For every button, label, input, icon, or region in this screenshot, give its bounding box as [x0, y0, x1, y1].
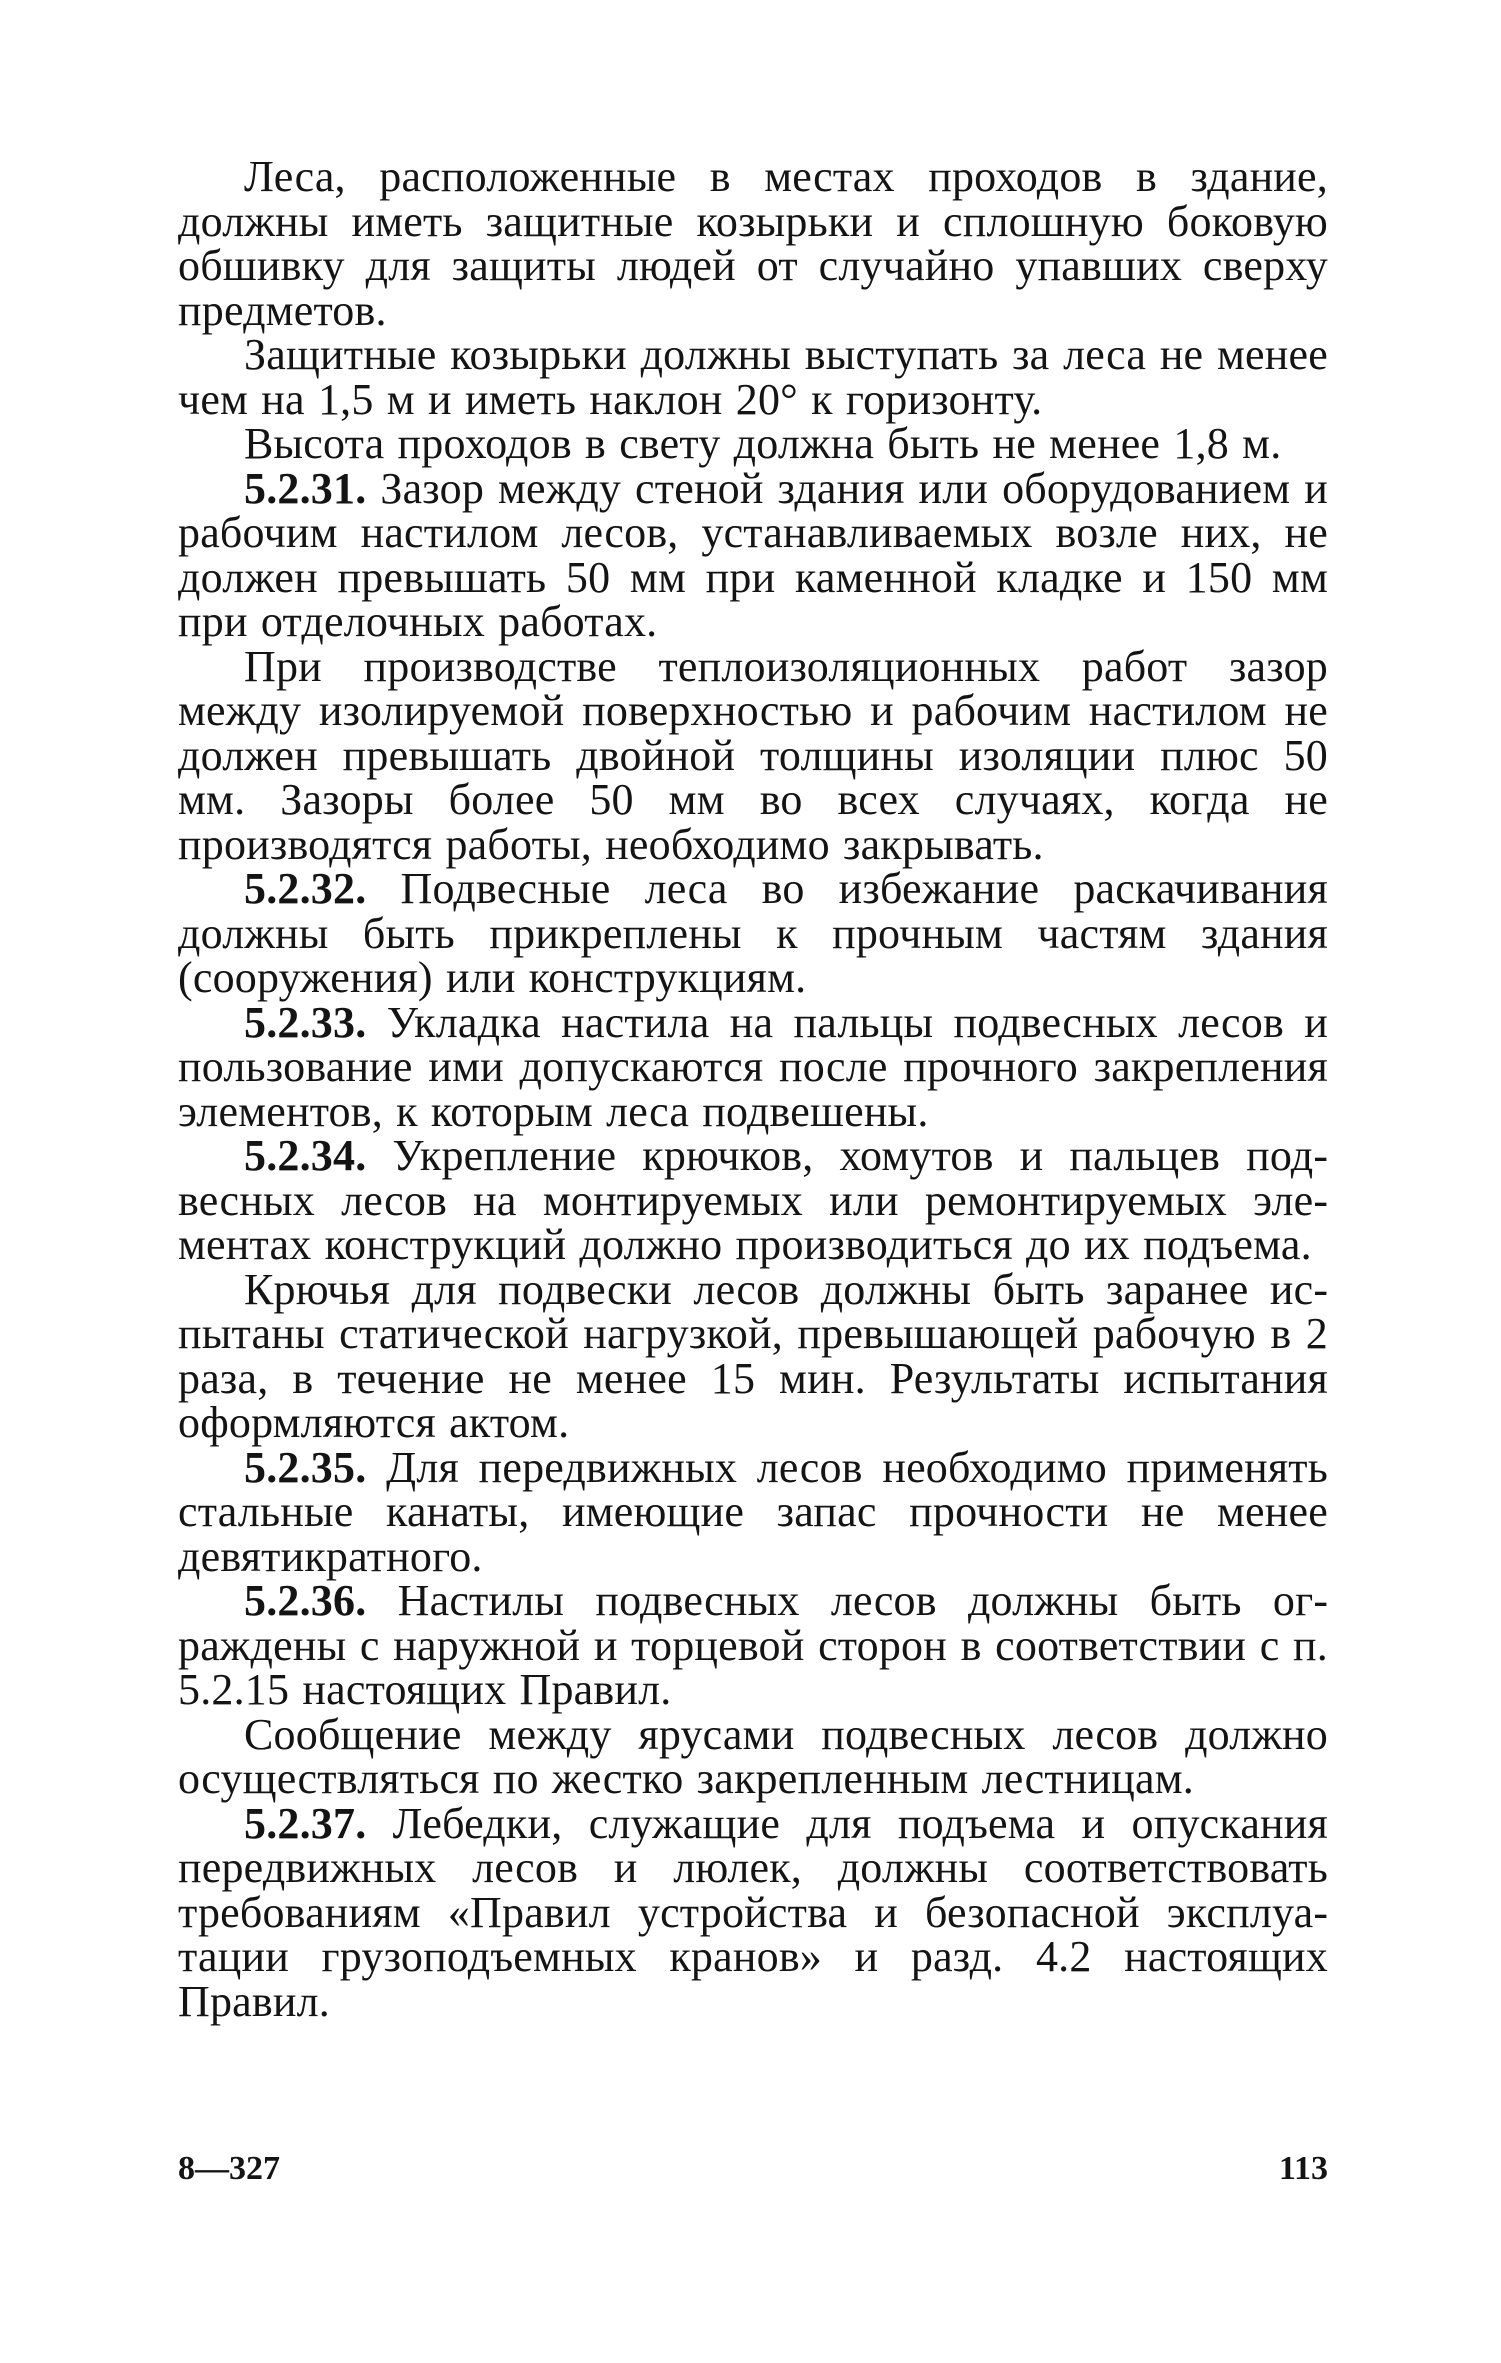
paragraph-text: Сообщение между ярусами подвесных лесов должно осуществляться по жестко закрепленным лестницам.: [178, 1709, 1328, 1803]
clause-number: 5.2.35.: [244, 1442, 367, 1492]
paragraph-11: [178, 1576, 1328, 1714]
paragraph-4: [178, 463, 1328, 646]
paragraph-5: [178, 641, 1328, 869]
paragraph-text: При производстве теплоизоляционных работ зазор между изолируемой поверхностью и рабочим настилом не должен превышать двойной толщины изоляции плюс 50 мм. Зазоры более 50 мм во всех случаях, когда не производятся работы, необходимо закрывать.: [178, 641, 1328, 869]
clause-number: 5.2.36.: [244, 1576, 367, 1625]
paragraph-text: Зазор между стеной здания или оборудованием и рабочим настилом лесов, устанавливаемых возле них, не должен превышать 50 мм при каменной кладке и 150 мм при отделочных работах.: [178, 463, 1328, 646]
paragraph-text: Леса, расположенные в местах проходов в здание, должны иметь защитные козырьки и сплошную боковую обшивку для защиты людей от случайно упавших сверху предметов.: [178, 152, 1328, 335]
paragraph-8: [178, 1131, 1328, 1269]
paragraph-text: Укрепление крючков, хомутов и пальцев подвесных лесов на монтируемых или ремонтируемых элементах конструкций должно производиться до их подъема.: [178, 1131, 1328, 1269]
paragraph-text: Высота проходов в свету должна быть не менее 1,8 м.: [244, 419, 1282, 468]
paragraph-text: Для передвижных лесов необходимо применять стальные канаты, имеющие запас прочности не менее девятикратного.: [178, 1442, 1328, 1581]
paragraph-7: [178, 997, 1328, 1136]
clause-number: 5.2.32.: [244, 864, 367, 913]
paragraph-6: [178, 864, 1328, 1002]
paragraph-2: [178, 330, 1328, 424]
paragraph-10: [178, 1442, 1328, 1581]
paragraph-text: Укладка настила на пальцы подвесных лесов и пользование ими допускаются после прочного закрепления элементов, к которым леса подвешены.: [178, 997, 1328, 1136]
paragraph-text: Лебедки, служащие для подъема и опускания передвижных лесов и люлек, должны соответствовать требованиям «Правил устройства и безопасной эксплуатации грузоподъемных кранов» и разд. 4.2 настоящих Правил.: [178, 1798, 1328, 2026]
paragraph-3: [178, 419, 1328, 468]
paragraph-text: Защитные козырьки должны выступать за леса не менее чем на 1,5 м и иметь наклон 20° к горизонту.: [178, 330, 1328, 424]
page-number: 113: [1278, 2150, 1328, 2187]
paragraph-13: [178, 1798, 1328, 2026]
paragraph-12: [178, 1709, 1328, 1803]
paragraph-text: Настилы подвесных лесов должны быть ограждены с наружной и торцевой сторон в соответствии с п. 5.2.15 настоящих Правил.: [178, 1576, 1328, 1714]
signature-mark: 8—327: [178, 2150, 280, 2187]
paragraph-9: [178, 1264, 1328, 1447]
clause-number: 5.2.37.: [244, 1798, 367, 1848]
paragraph-text: Крючья для подвески лесов должны быть заранее испытаны статической нагрузкой, превышающей рабочую в 2 раза, в течение не менее 15 мин. Результаты испытания оформляются актом.: [178, 1264, 1328, 1447]
clause-number: 5.2.33.: [244, 997, 367, 1047]
clause-number: 5.2.34.: [244, 1131, 367, 1180]
paragraph-1: [178, 152, 1328, 335]
page-body: [178, 152, 1328, 2026]
paragraph-text: Подвесные леса во избежание раскачивания должны быть прикреплены к прочным частям здания (сооружения) или конструкциям.: [178, 864, 1328, 1002]
clause-number: 5.2.31.: [244, 463, 367, 513]
